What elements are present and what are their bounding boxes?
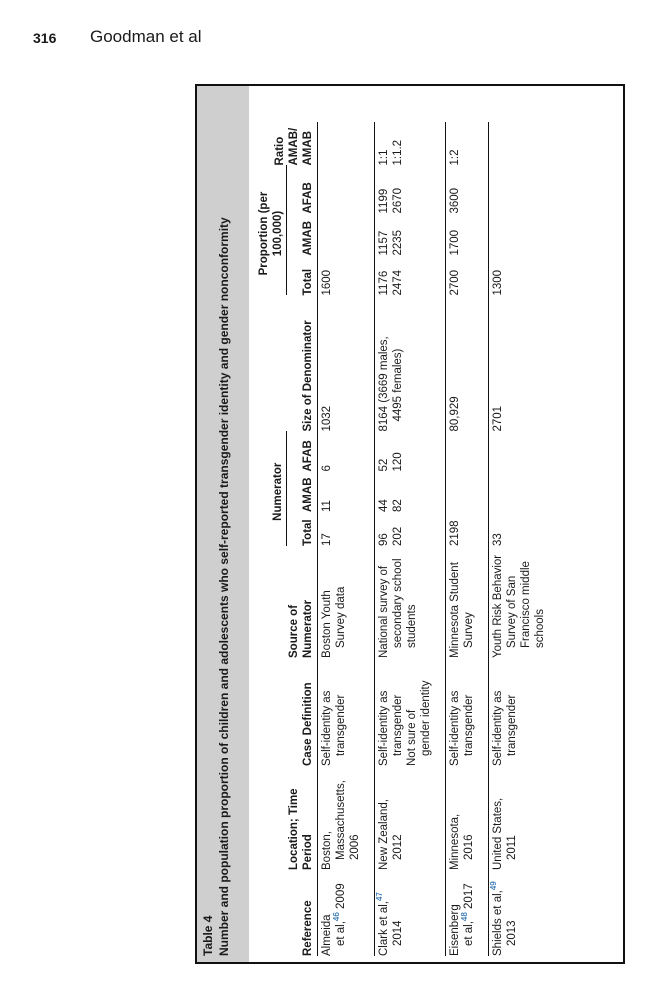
ref-text: Shields et al, [491,890,504,956]
ref-year: 2017 [462,883,475,913]
case-definition: Self-identity as [491,690,504,766]
case-definition: transgender [505,694,518,756]
case-definition: transgender [334,694,347,756]
num-afab: 52 [377,458,390,472]
num-amab: 82 [391,499,404,512]
col-location: Location; Time Period [287,788,314,870]
case-definition: transgender [391,694,404,756]
prop-total: 2474 [391,269,404,296]
prop-amab: 1700 [445,214,488,256]
source: National survey of [377,565,390,658]
source: Boston Youth [320,590,333,658]
prop-afab: 2670 [391,187,404,214]
ref-text: et al, [334,921,347,946]
denominator: 8164 (3669 males, [377,336,390,432]
time-period: 2011 [505,835,518,860]
location: United States, [491,797,504,870]
col-num-total: Total [287,512,318,546]
num-total: 2198 [445,512,488,546]
num-total: 33 [491,533,504,546]
source: Minnesota Student [448,562,461,658]
location: Boston, [320,831,333,870]
num-afab: 120 [391,452,404,472]
group-numerator: Numerator [257,432,287,547]
case-definition: Not sure of [405,709,418,766]
table-row [445,122,488,956]
source: Survey data [334,586,347,648]
col-num-afab: AFAB [287,432,318,472]
prop-amab: 2235 [391,229,404,256]
table-frame [195,84,625,964]
ref-text: Eisenberg [448,904,461,956]
table-title: Number and population proportion of children and adolescents who self-reported transgender identity and gender nonconformity [217,217,231,956]
col-reference: Reference [287,870,318,956]
location: Minnesota, [448,813,461,870]
ratio: 1:2 [445,122,488,166]
col-source: Source of Numerator [287,546,318,658]
num-total: 17 [317,512,374,546]
col-ratio: Ratio AMAB/ AMAB [273,127,314,166]
case-definition: Self-identity as [448,690,461,766]
num-amab: 11 [317,472,374,513]
table-caption [197,86,249,962]
source: Survey of San [505,575,518,648]
prop-total: 1176 [377,270,390,296]
source: Youth Risk Behavior [491,554,504,658]
num-afab: 6 [317,432,374,472]
source: Francisco middle [519,561,532,648]
ref-year: 2014 [391,920,404,946]
citation-link[interactable]: 47 [374,892,384,902]
denominator: 4495 females) [391,348,404,422]
col-denominator: Size of Denominator [287,296,318,432]
prop-amab [317,214,374,256]
running-head: Goodman et al [90,27,202,46]
time-period: 2016 [462,834,475,860]
num-amab: 44 [377,499,390,512]
citation-link[interactable]: 48 [459,912,469,922]
denominator: 80,929 [445,296,488,432]
location: Massachusetts, [334,780,347,860]
prop-total: 1600 [317,256,374,296]
ref-year: 2009 [334,883,347,913]
table-row [317,122,374,956]
col-case-definition: Case Definition [287,658,318,766]
case-definition: Self-identity as [320,690,333,766]
ref-text: Almeida [320,914,333,956]
denominator: 1032 [317,296,374,432]
time-period: 2006 [348,834,361,860]
citation-link[interactable]: 46 [331,912,341,922]
ratio [317,122,374,166]
case-definition: gender identity [419,680,432,756]
col-prop-amab: AMAB [287,214,318,256]
col-prop-total: Total [287,256,318,296]
num-amab [445,472,488,513]
page-number: 316 [33,30,57,46]
case-definition: transgender [462,694,475,756]
data-table [257,122,550,956]
ref-text: Clark et al, [377,901,390,956]
case-definition: Self-identity as [377,690,390,766]
location: New Zealand, [377,799,390,870]
source: secondary school [391,558,404,648]
time-period: 2012 [391,834,404,860]
citation-link[interactable]: 49 [488,881,498,891]
ref-text: et al, [462,921,475,946]
num-total: 96 [377,533,390,546]
prop-afab [317,166,374,214]
col-num-amab: AMAB [287,472,318,513]
prop-afab: 3600 [445,166,488,214]
num-total: 202 [391,526,404,546]
col-prop-afab: AFAB [287,166,318,214]
prop-total: 2700 [445,256,488,296]
source: Survey [462,612,475,648]
prop-amab: 1157 [377,230,390,256]
table-row [488,122,550,956]
prop-total: 1300 [491,269,504,296]
source: schools [533,609,546,648]
rotated-table [197,86,623,962]
table-label: Table 4 [201,915,215,956]
ratio: 1:1 [377,149,390,166]
ref-year: 2013 [505,920,518,946]
source: students [405,604,418,648]
group-proportion: Proportion (per 100,000) [257,166,287,296]
ratio: 1:1.2 [391,139,404,166]
denominator: 2701 [491,405,504,432]
prop-afab: 1199 [377,188,390,214]
table-row [374,122,445,956]
num-afab [445,432,488,472]
